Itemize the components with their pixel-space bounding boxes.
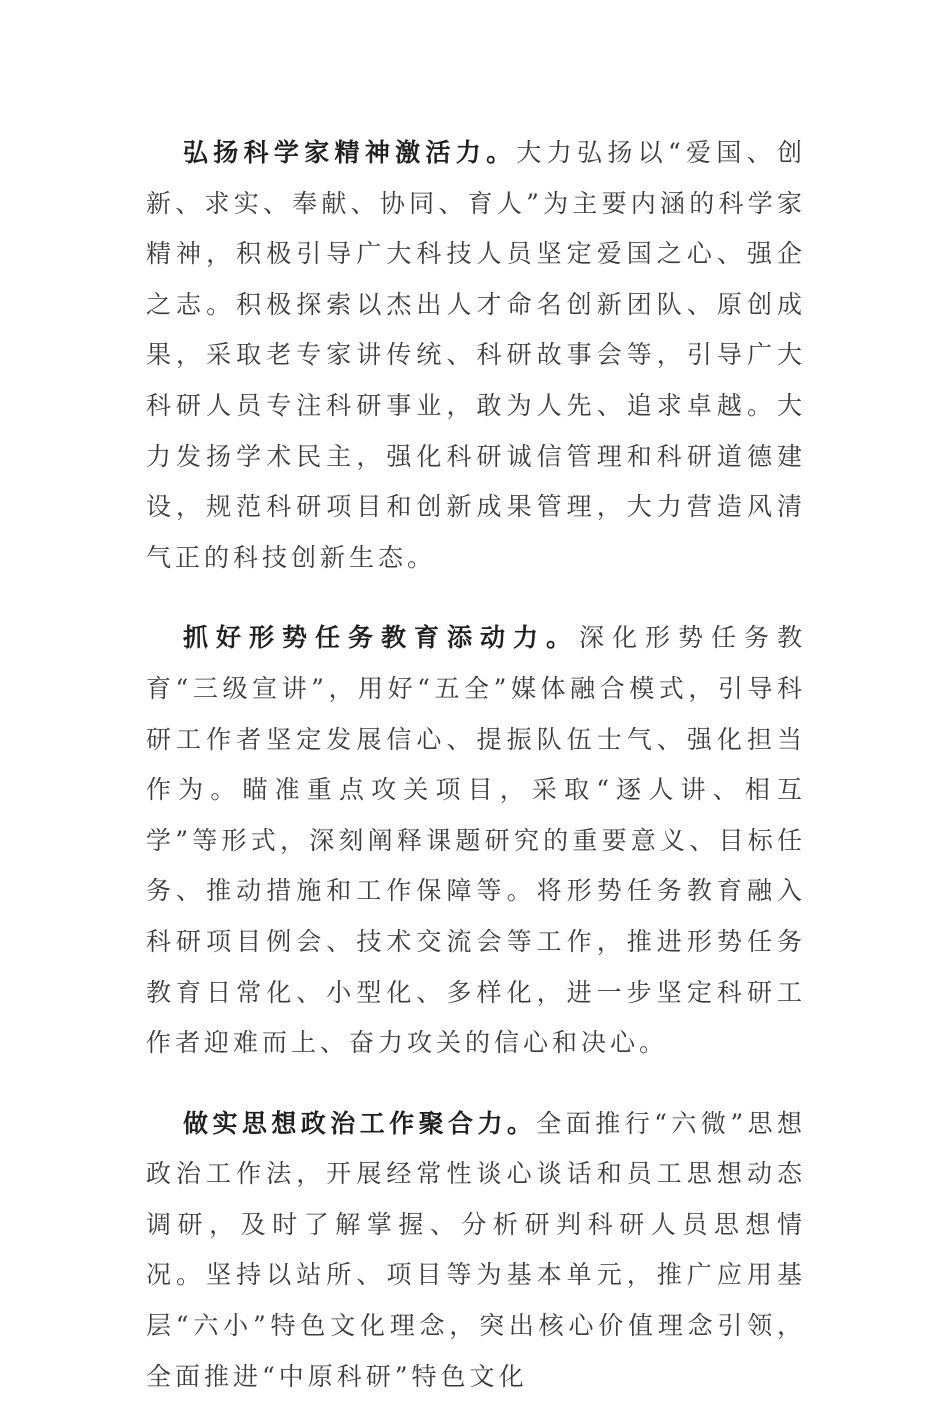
paragraph-text: 全面推行“六微”思想政治工作法，开展经常性谈心谈话和员工思想动态调研，及时了解掌握、分析研判科研人员思想情况。坚持以站所、项目等为基本单元，推广应用基层“六小”特色文化理念，突出核心价值理念引领，全面推进“中原科研”特色文化: [146, 1108, 806, 1391]
paragraph-heading: 做实思想政治工作聚合力。: [183, 1108, 537, 1138]
document-body: [146, 128, 806, 1402]
paragraph-heading: 抓好形势任务教育添动力。: [183, 623, 579, 653]
paragraph-situation-education: [146, 613, 806, 1068]
paragraph-text: 深化形势任务教育“三级宣讲”，用好“五全”媒体融合模式，引导科研工作者坚定发展信心、提振队伍士气、强化担当作为。瞄准重点攻关项目，采取“逐人讲、相互学”等形式，深刻阐释课题研究的重要意义、目标任务、推动措施和工作保障等。将形势任务教育融入科研项目例会、技术交流会等工作，推进形势任务教育日常化、小型化、多样化，进一步坚定科研工作者迎难而上、奋力攻关的信心和决心。: [146, 623, 806, 1058]
paragraph-text: 大力弘扬以“爱国、创新、求实、奉献、协同、育人”为主要内涵的科学家精神，积极引导广大科技人员坚定爱国之心、强企之志。积极探索以杰出人才命名创新团队、原创成果，采取老专家讲传统、科研故事会等，引导广大科研人员专注科研事业，敢为人先、追求卓越。大力发扬学术民主，强化科研诚信管理和科研道德建设，规范科研项目和创新成果管理，大力营造风清气正的科技创新生态。: [146, 138, 806, 572]
paragraph-ideological-work: [146, 1099, 806, 1402]
paragraph-scientist-spirit: [146, 128, 806, 583]
paragraph-heading: 弘扬科学家精神激活力。: [183, 138, 517, 167]
